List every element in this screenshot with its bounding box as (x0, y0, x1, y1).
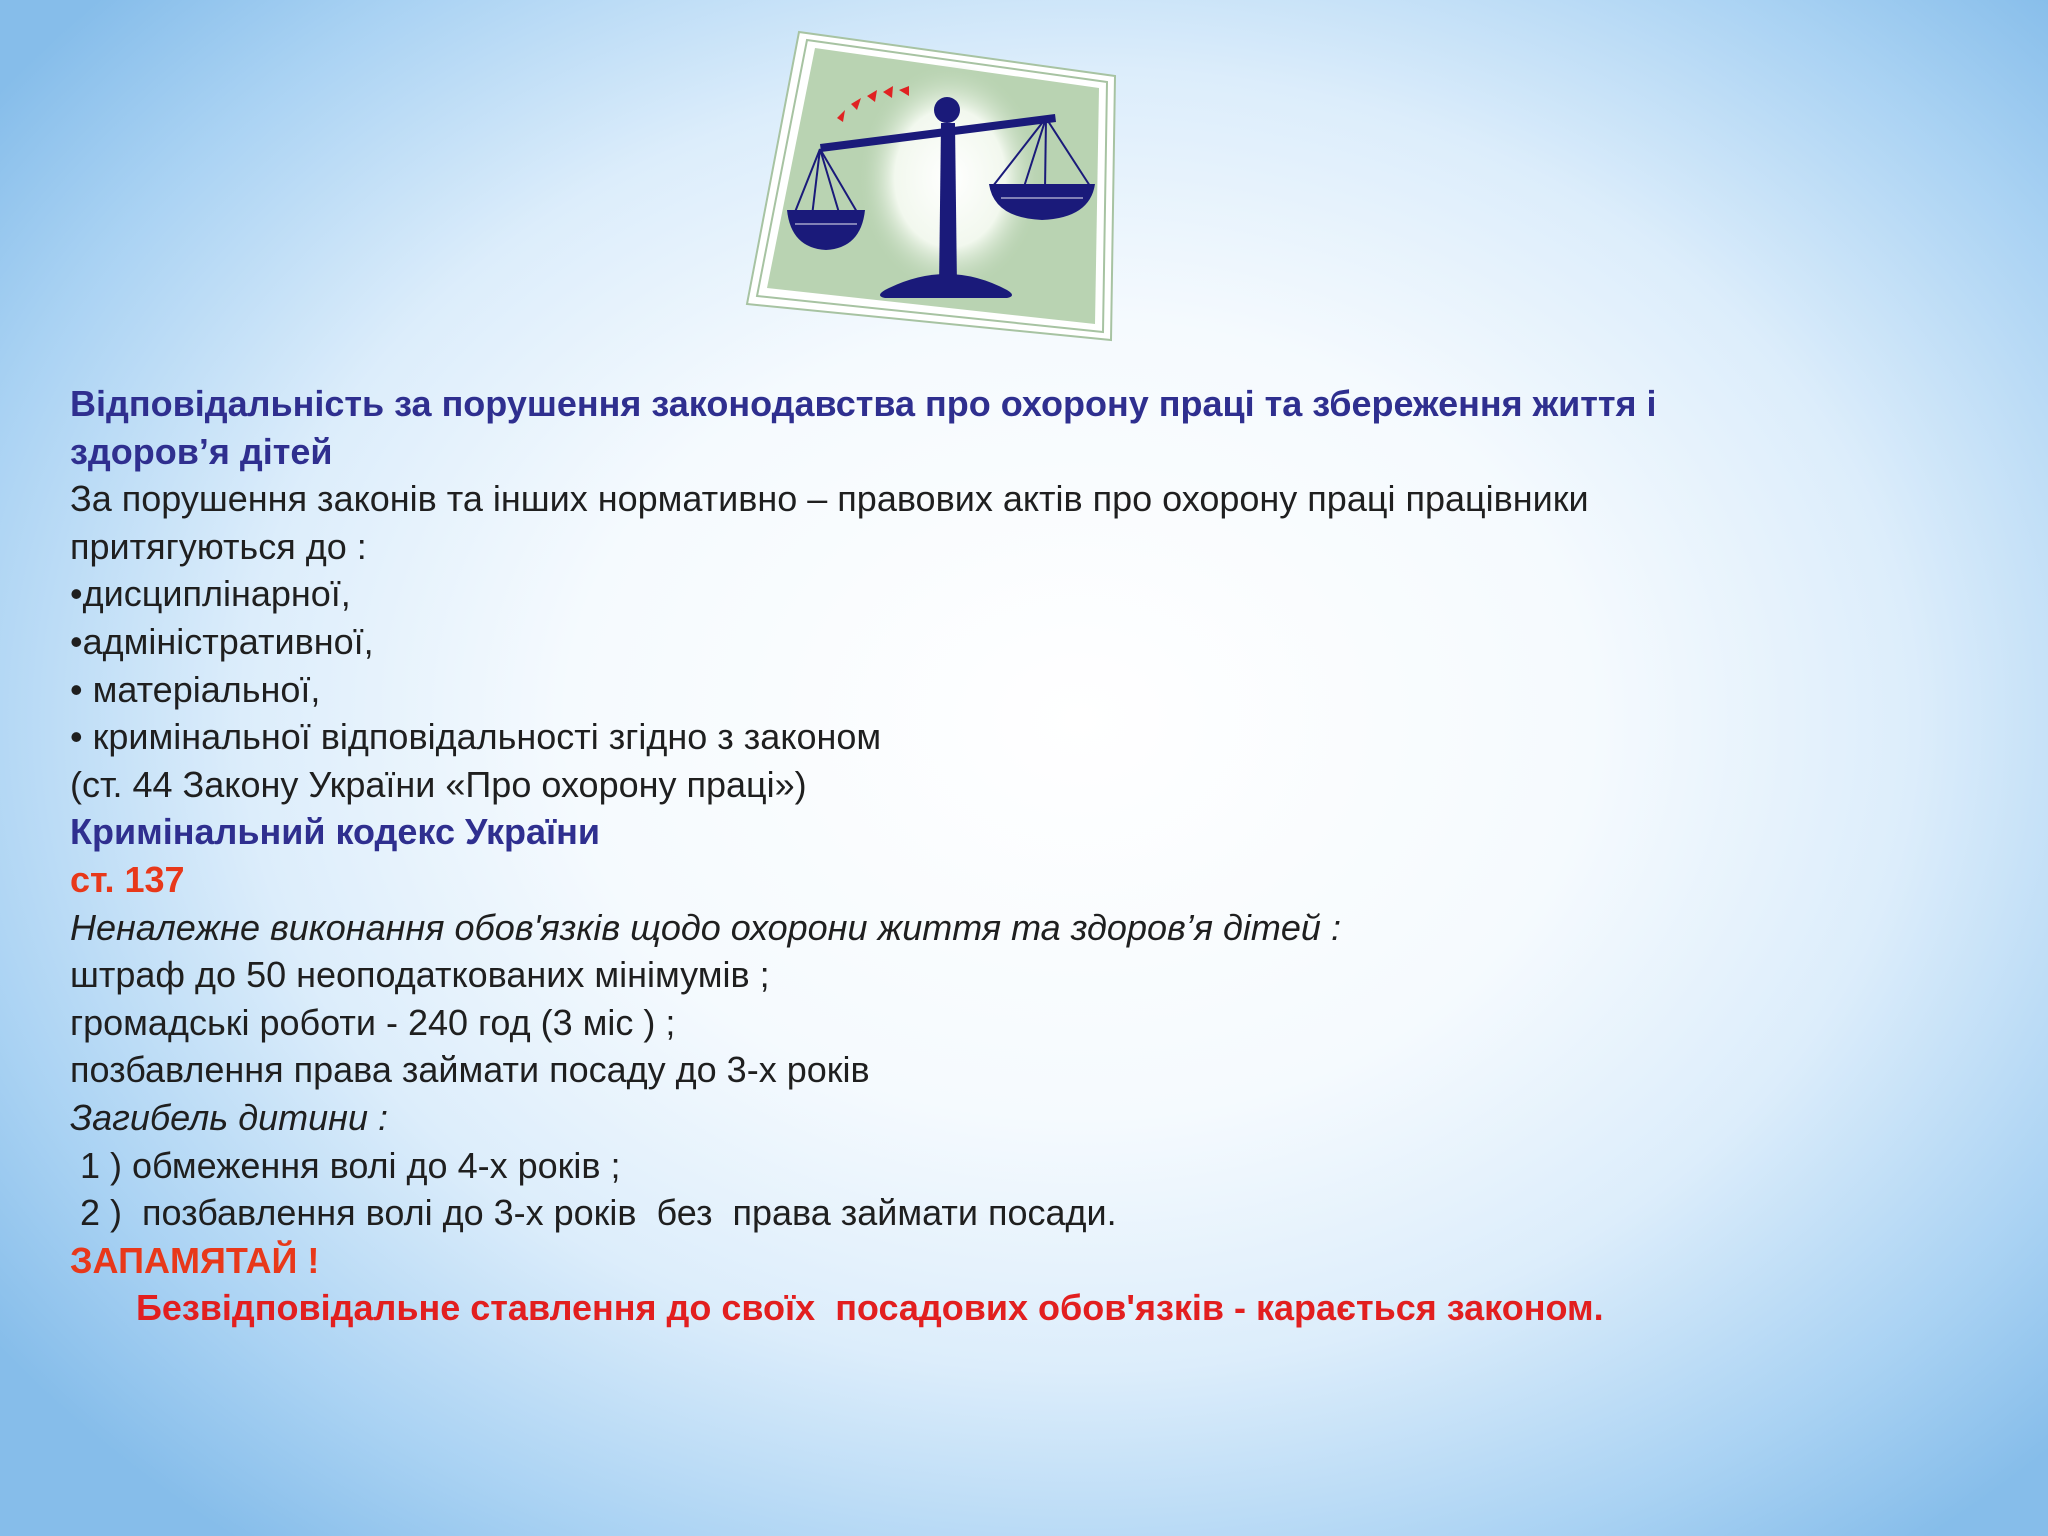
article-number: ст. 137 (70, 858, 185, 900)
penalty-item: громадські роботи - 240 год (3 міс ) ; (70, 1001, 676, 1043)
intro-line-2: притягуються до : (70, 525, 367, 567)
penalty-item: штраф до 50 неоподаткованих мінімумів ; (70, 954, 770, 996)
reminder-title: ЗАПАМЯТАЙ ! (70, 1239, 320, 1281)
intro-line-1: За порушення законів та інших нормативно – правових актів про охорону праці працівники (70, 478, 1589, 520)
responsibility-item: •адміністративної, (70, 620, 374, 662)
law-reference: (ст. 44 Закону України «Про охорону праці») (70, 763, 807, 805)
responsibility-item: •дисциплінарної, (70, 573, 351, 615)
slide-content (70, 380, 1970, 1332)
criminal-code-title: Кримінальний кодекс України (70, 811, 601, 853)
responsibility-item: • кримінальної відповідальності згідно з законом (70, 716, 882, 758)
child-death-penalty: 2 ) позбавлення волі до 3-х років без права займати посади. (70, 1192, 1117, 1234)
child-death-heading: Загибель дитини : (70, 1096, 388, 1138)
penalty-item: позбавлення права займати посаду до 3-х років (70, 1049, 870, 1091)
reminder-text: Безвідповідальне ставлення до своїх посадових обов'язків - карається законом. (136, 1287, 1604, 1329)
responsibility-item: • матеріальної, (70, 668, 321, 710)
section-title-line-2: здоров’я дітей (70, 430, 333, 472)
child-death-penalty: 1 ) обмеження волі до 4-х років ; (70, 1144, 621, 1186)
section-title-line-1: Відповідальність за порушення законодавства про охорону праці та збереження життя і (70, 383, 1657, 424)
offense-description: Неналежне виконання обов'язків щодо охорони життя та здоров’я дітей : (70, 906, 1341, 948)
scales-of-justice-illustration (745, 28, 1135, 346)
